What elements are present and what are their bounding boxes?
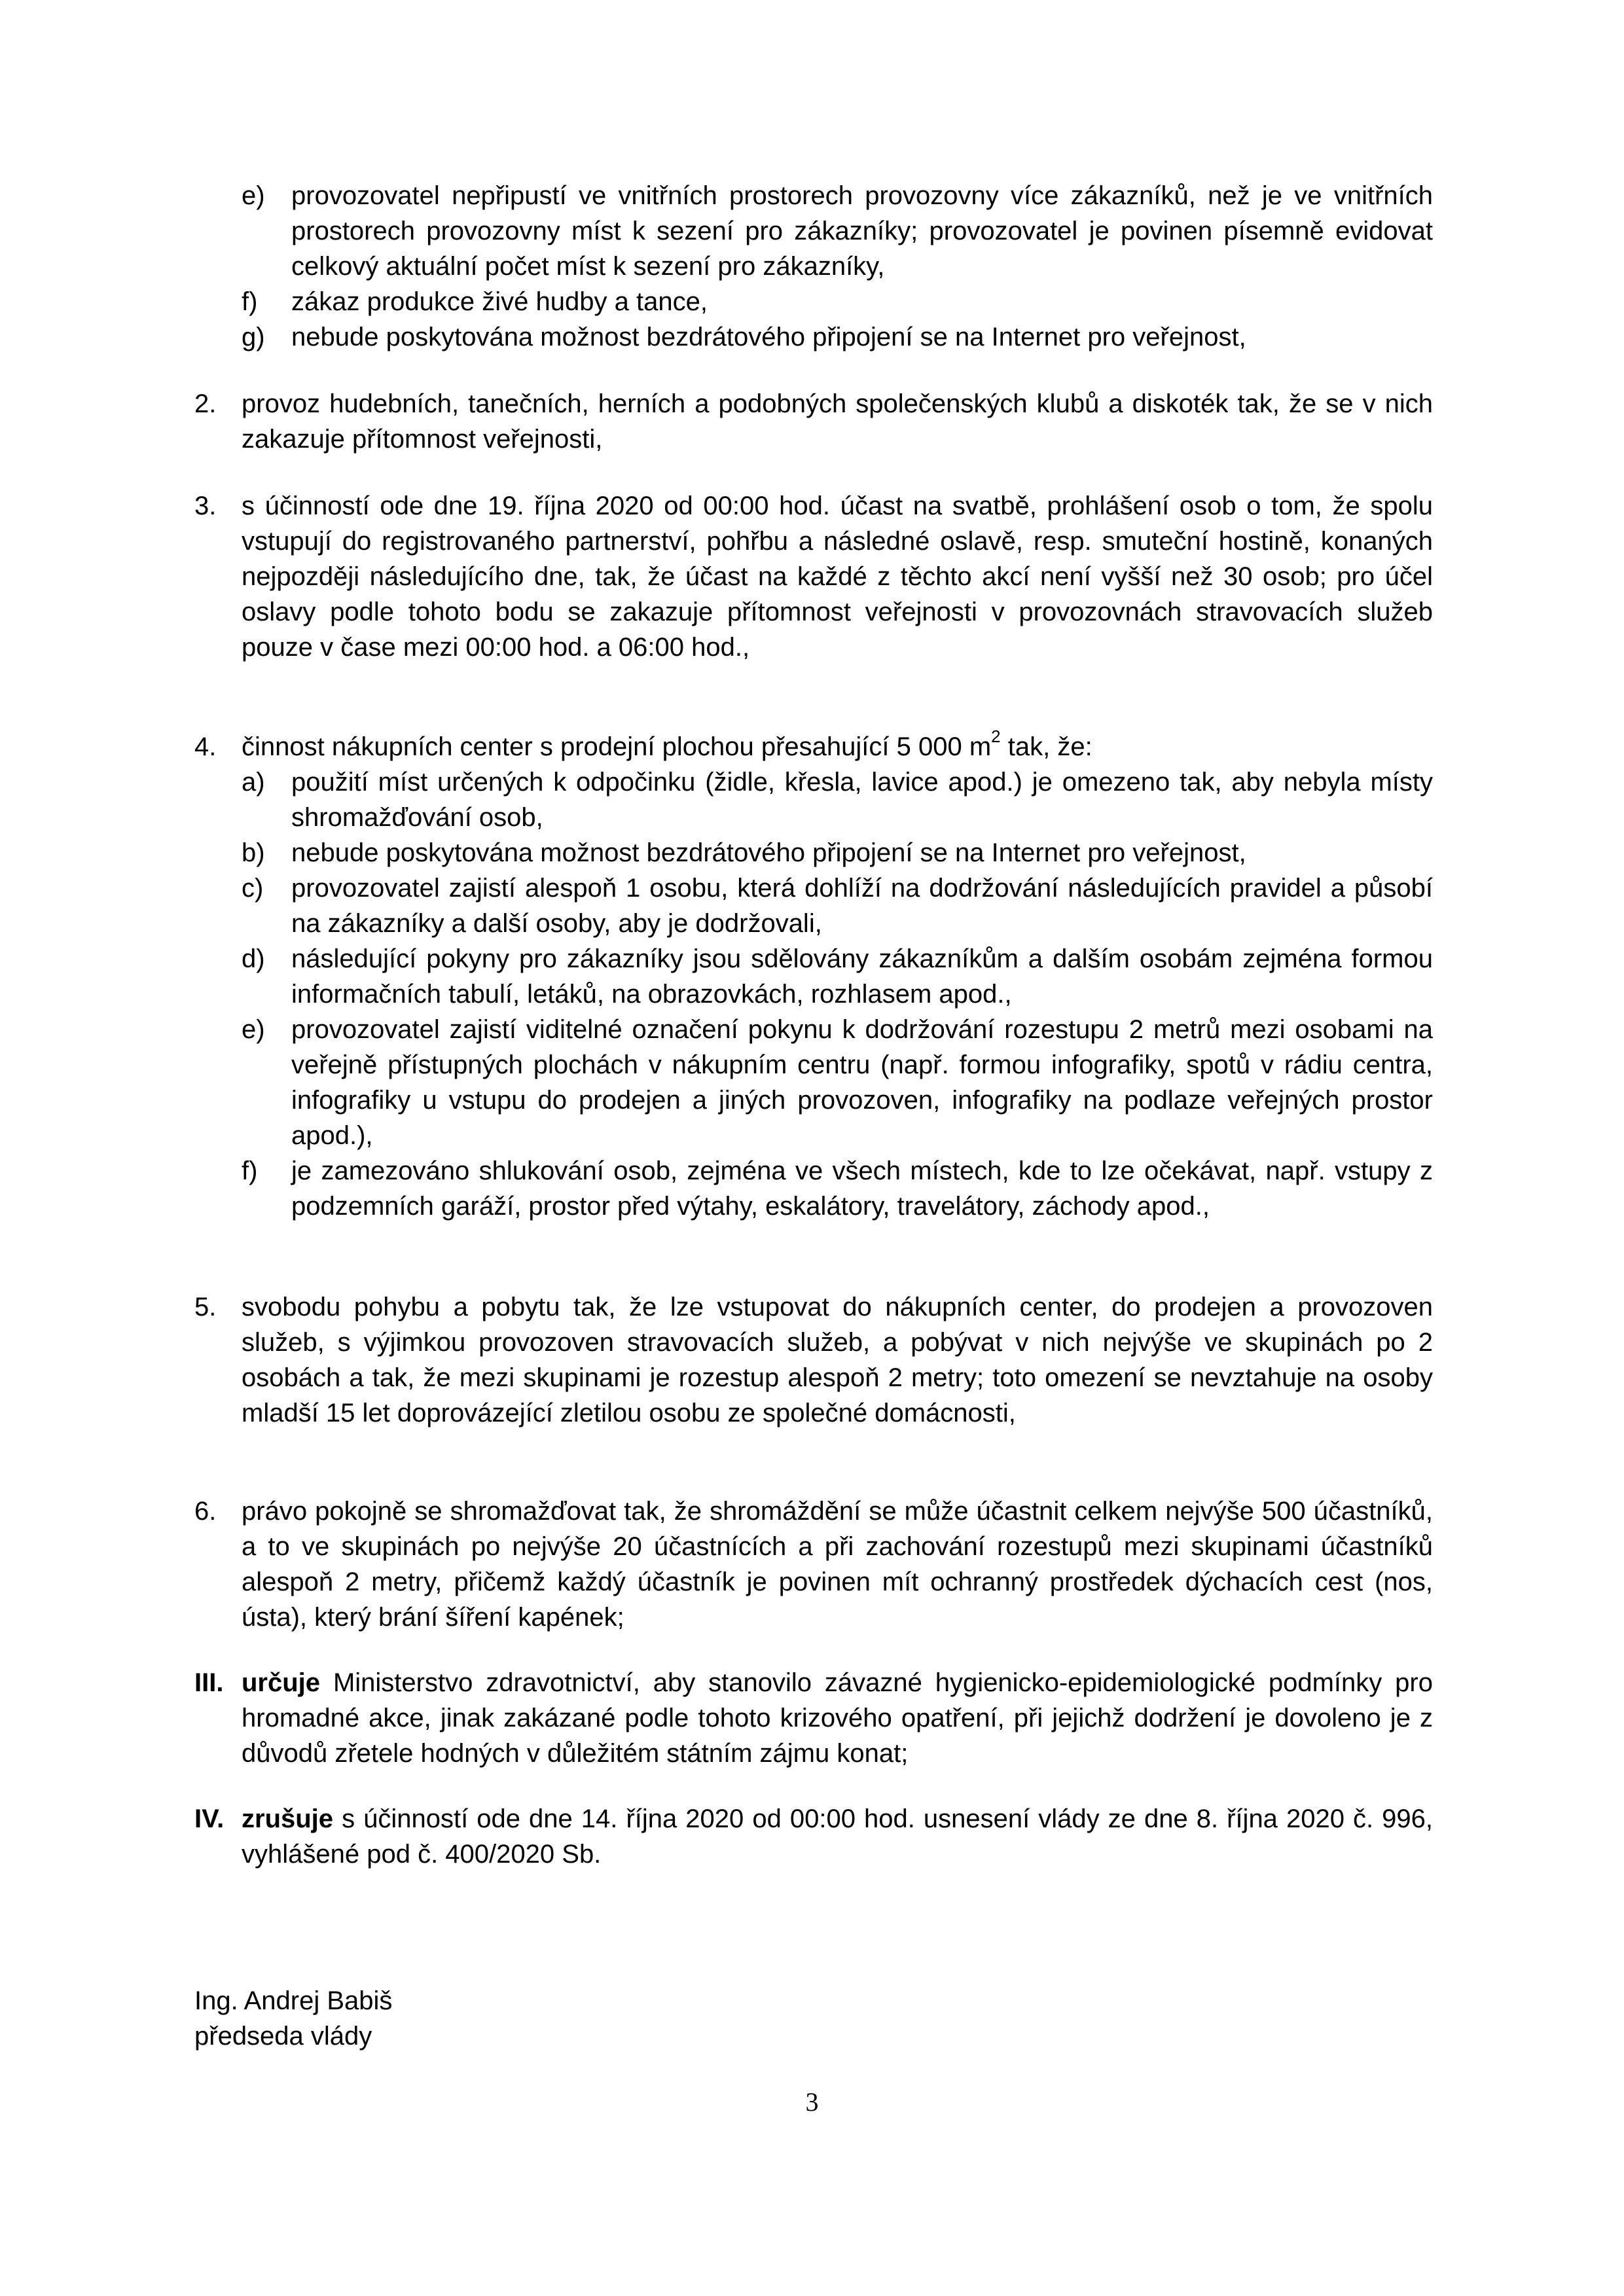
item-text-f: zákaz produkce živé hudby a tance, xyxy=(291,287,708,316)
item-number-3: 3. xyxy=(194,492,217,520)
subitem-text-a: použití míst určených k odpočinku (židle, křesla, lavice apod.) je omezeno tak, aby nebyla místy shromažďování osob, xyxy=(291,768,1433,832)
item-letter-f: f) xyxy=(242,287,258,316)
roman-text-iii xyxy=(242,1665,1433,1771)
subitem-letter-c: c) xyxy=(242,874,264,903)
roman-number-iv: IV. xyxy=(194,1804,225,1833)
item-letter-g: g) xyxy=(242,323,265,351)
item-number-5: 5. xyxy=(194,1293,217,1321)
item-4-superscript: 2 xyxy=(991,726,1001,746)
keyword-zrusuje: zrušuje xyxy=(242,1804,334,1833)
item-text-6: právo pokojně se shromažďovat tak, že shromáždění se může účastnit celkem nejvýše 500 účastníků, a to ve skupinách po nejvýše 20 účastnících a při zachování rozestupů mezi skupinami účastníků alespoň 2 metry, přičemž každý účastník je povinen mít ochranný prostředek dýchacích cest (nos, ústa), který brání šíření kapének; xyxy=(242,1497,1433,1632)
item-letter-e: e) xyxy=(242,181,265,210)
roman-iv-body: s účinností ode dne 14. října 2020 od 00:00 hod. usnesení vlády ze dne 8. října 2020 č. 996, vyhlášené pod č. 400/2020 Sb. xyxy=(242,1804,1433,1869)
item-number-2: 2. xyxy=(194,389,217,418)
item-text-5: svobodu pohybu a pobytu tak, že lze vstupovat do nákupních center, do prodejen a provozoven služeb, s výjimkou provozoven stravovacích služeb, a pobývat v nich nejvýše ve skupinách po 2 osobách a tak, že mezi skupinami je rozestup alespoň 2 metry; toto omezení se nevztahuje na osoby mladší 15 let doprovázející zletilou osobu ze společné domácnosti, xyxy=(242,1293,1433,1427)
item-number-6: 6. xyxy=(194,1497,217,1526)
roman-text-iv xyxy=(242,1801,1433,1872)
roman-number-iii: III. xyxy=(194,1668,224,1697)
subitem-text-c: provozovatel zajistí alespoň 1 osobu, která dohlíží na dodržování následujících pravidel a působí na zákazníky a další osoby, aby je dodržovali, xyxy=(291,874,1433,938)
subitem-letter-d: d) xyxy=(242,944,265,973)
item-text-e: provozovatel nepřipustí ve vnitřních prostorech provozovny více zákazníků, než je ve vnitřních prostorech provozovny míst k sezení pro zákazníky; provozovatel je povinen písemně evidovat celkový aktuální počet míst k sezení pro zákazníky, xyxy=(291,181,1433,281)
subitem-letter-b: b) xyxy=(242,838,265,867)
item-4-intro: činnost nákupních center s prodejní plochou přesahující 5 000 m xyxy=(242,732,992,761)
subitem-letter-a: a) xyxy=(242,768,265,797)
subitem-letter-f: f) xyxy=(242,1157,258,1185)
keyword-urcuje: určuje xyxy=(242,1668,321,1697)
subitem-letter-e: e) xyxy=(242,1015,265,1044)
signatory-name: Ing. Andrej Babiš xyxy=(194,1986,393,2015)
subitem-text-b: nebude poskytována možnost bezdrátového připojení se na Internet pro veřejnost, xyxy=(291,838,1246,867)
item-text-g: nebude poskytována možnost bezdrátového připojení se na Internet pro veřejnost, xyxy=(291,323,1246,351)
item-4-intro-end: tak, že: xyxy=(1000,732,1092,761)
signatory-title: předseda vlády xyxy=(194,2022,372,2051)
subitem-text-e: provozovatel zajistí viditelné označení pokynu k dodržování rozestupu 2 metrů mezi osobami na veřejně přístupných plochách v nákupním centru (např. formou infografiky, spotů v rádiu centra, infografiky u vstupu do prodejen a jiných provozoven, infografiky na podlaze veřejných prostor apod.), xyxy=(291,1015,1433,1150)
roman-iii-body: Ministerstvo zdravotnictví, aby stanovilo závazné hygienicko-epidemiologické podmínky pro hromadné akce, jinak zakázané podle tohoto krizového opatření, při jejichž dodržení je dovoleno je z důvodů zřetele hodných v důležitém státním zájmu konat; xyxy=(242,1668,1433,1768)
subitem-text-f: je zamezováno shlukování osob, zejména ve všech místech, kde to lze očekávat, např. vstupy z podzemních garáží, prostor před výtahy, eskalátory, travelátory, záchody apod., xyxy=(291,1157,1433,1221)
item-text-3: s účinností ode dne 19. října 2020 od 00:00 hod. účast na svatbě, prohlášení osob o tom, že spolu vstupují do registrovaného partnerství, pohřbu a následné oslavě, resp. smuteční hostině, konaných nejpozději následujícího dne, tak, že účast na každé z těchto akcí není vyšší než 30 osob; pro účel oslavy podle tohoto bodu se zakazuje přítomnost veřejnosti v provozovnách stravovacích služeb pouze v čase mezi 00:00 hod. a 06:00 hod., xyxy=(242,492,1433,662)
subitem-text-d: následující pokyny pro zákazníky jsou sdělovány zákazníkům a dalším osobám zejména formou informačních tabulí, letáků, na obrazovkách, rozhlasem apod., xyxy=(291,944,1433,1009)
item-text-2: provoz hudebních, tanečních, herních a podobných společenských klubů a diskoték tak, že se v nich zakazuje přítomnost veřejnosti, xyxy=(242,389,1433,454)
page-number: 3 xyxy=(805,2087,819,2117)
item-text-4 xyxy=(242,726,1433,764)
item-number-4: 4. xyxy=(194,732,217,761)
